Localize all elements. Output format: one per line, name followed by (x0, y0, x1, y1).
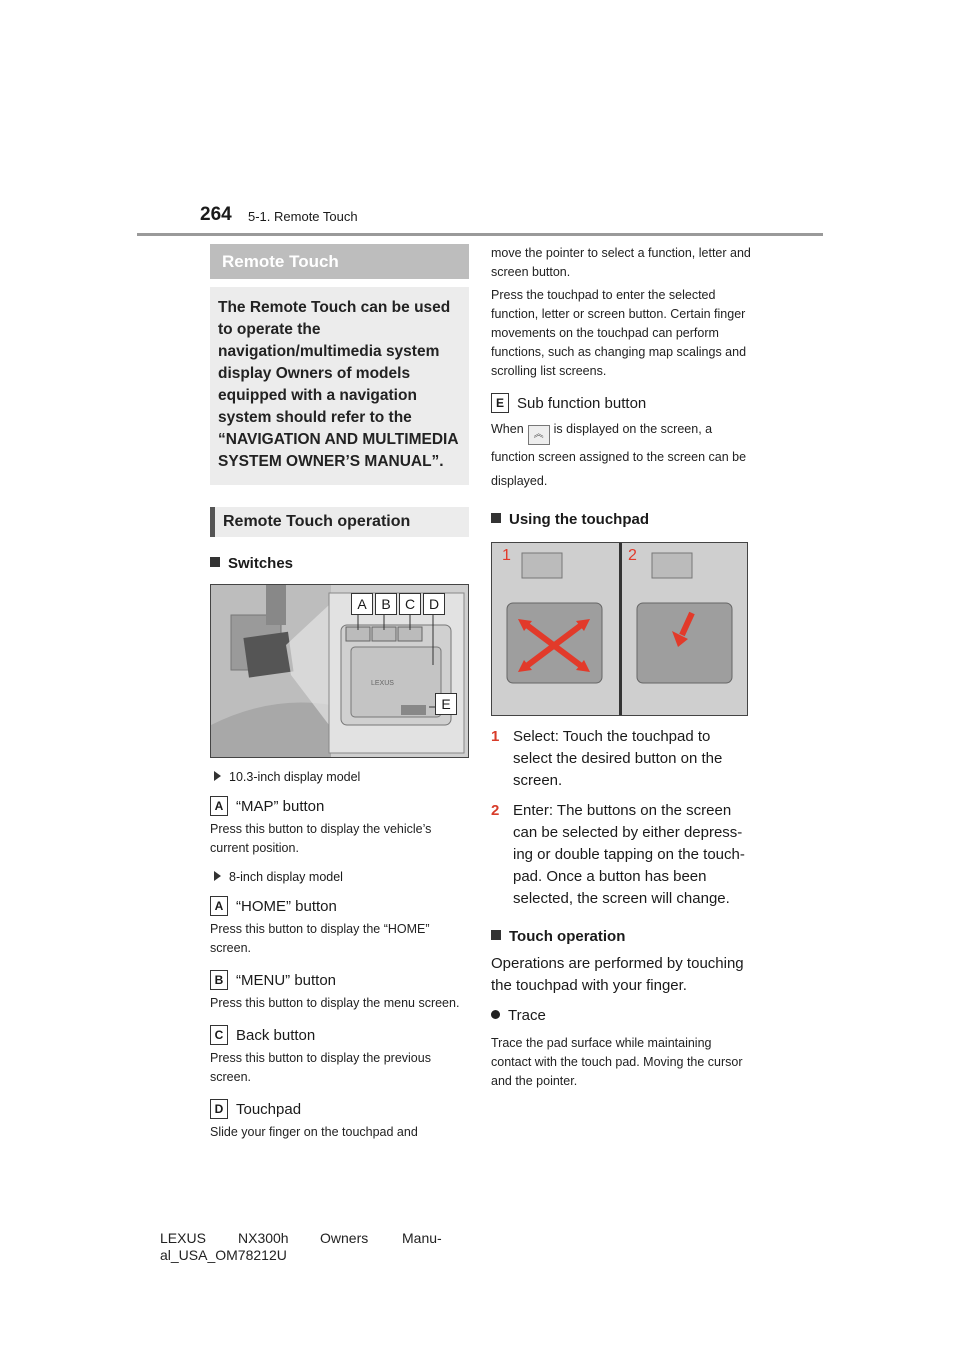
triangle-bullet-icon (214, 771, 221, 781)
square-bullet-icon (210, 557, 220, 567)
section-title: Remote Touch (210, 244, 469, 279)
item-map-desc: Press this button to display the vehicle’s current position. (210, 822, 432, 855)
intro-box: The Remote Touch can be used to operate the navigation/multimedia system display Owners of models equipped with a navigation system should refer to the “NAVIGATION AND MULTIMEDIA SYSTEM OWNER’S MANUAL”. (210, 287, 469, 485)
item-home-button: A “HOME” button (210, 896, 469, 916)
step-2-label: 2 (628, 547, 637, 564)
touch-operation-heading: Touch operation (491, 928, 753, 945)
item-touchpad: D Touchpad (210, 1099, 469, 1119)
step-2: 2 Enter: The buttons on the screen can be selected by either depress-ing or double tapping on the touch-pad. Once a button has been selected, the screen will change. (491, 802, 745, 907)
callout-a: A (351, 593, 373, 615)
item-home-desc: Press this button to display the “HOME” screen. (210, 922, 430, 955)
callout-c: C (399, 593, 421, 615)
triangle-bullet-icon (214, 871, 221, 881)
using-touchpad-heading: Using the touchpad (491, 511, 753, 528)
double-chevron-up-icon: ︽ (528, 425, 550, 445)
touchpad-desc-2: Press the touchpad to enter the selected function, letter or screen button. Certain finger movements on the touchpad can perform functions, such as changing map scalings and scrolling list screens. (491, 288, 747, 378)
badge-c: C (210, 1025, 228, 1045)
touchpad-drawing (492, 543, 747, 715)
touchpad-illustration (491, 542, 748, 716)
footer: LEXUS NX300h Owners Manu- al_USA_OM78212U (160, 1230, 442, 1263)
item-menu-desc: Press this button to display the menu screen. (210, 996, 460, 1010)
badge-a2: A (210, 896, 228, 916)
touchpad-desc-cont: move the pointer to select a function, letter and screen button. (491, 246, 751, 279)
step-1-label: 1 (502, 547, 511, 564)
svg-text:LEXUS: LEXUS (371, 680, 394, 687)
badge-d: D (210, 1099, 228, 1119)
right-column (491, 244, 753, 1091)
item-sub-function: E Sub function button (491, 393, 753, 413)
header-rule (137, 233, 823, 236)
item-back-button: C Back button (210, 1025, 469, 1045)
callout-b: B (375, 593, 397, 615)
left-column (210, 244, 469, 1142)
chapter-title: 5-1. Remote Touch (248, 209, 358, 224)
switches-heading: Switches (210, 555, 469, 572)
item-menu-button: B “MENU” button (210, 970, 469, 990)
badge-a: A (210, 796, 228, 816)
callout-labels (351, 593, 445, 615)
square-bullet-icon (491, 513, 501, 523)
switches-illustration (210, 584, 469, 758)
badge-b: B (210, 970, 228, 990)
model-10-3: 10.3-inch display model (210, 770, 469, 784)
item-back-desc: Press this button to display the previous screen. (210, 1051, 431, 1084)
step-1: 1 Select: Touch the touchpad to select the desired button on the screen. (491, 728, 723, 789)
dot-bullet-icon (491, 1010, 500, 1019)
model-8: 8-inch display model (210, 870, 469, 884)
subsection-title: Remote Touch operation (210, 507, 469, 537)
callout-d: D (423, 593, 445, 615)
item-map-button: A “MAP” button (210, 796, 469, 816)
badge-e: E (491, 393, 509, 413)
page-number: 264 (200, 204, 232, 225)
touch-operation-para: Operations are performed by touching the touchpad with your finger. (491, 955, 744, 994)
sub-function-desc: When ︽ is displayed on the screen, a function screen assigned to the screen can be displayed. (491, 422, 747, 488)
item-touchpad-desc: Slide your finger on the touchpad and (210, 1125, 418, 1139)
trace-label: Trace (491, 1007, 753, 1024)
callout-e: E (435, 693, 457, 715)
square-bullet-icon (491, 930, 501, 940)
trace-desc: Trace the pad surface while maintaining contact with the touch pad. Moving the cursor and the pointer. (491, 1036, 743, 1088)
